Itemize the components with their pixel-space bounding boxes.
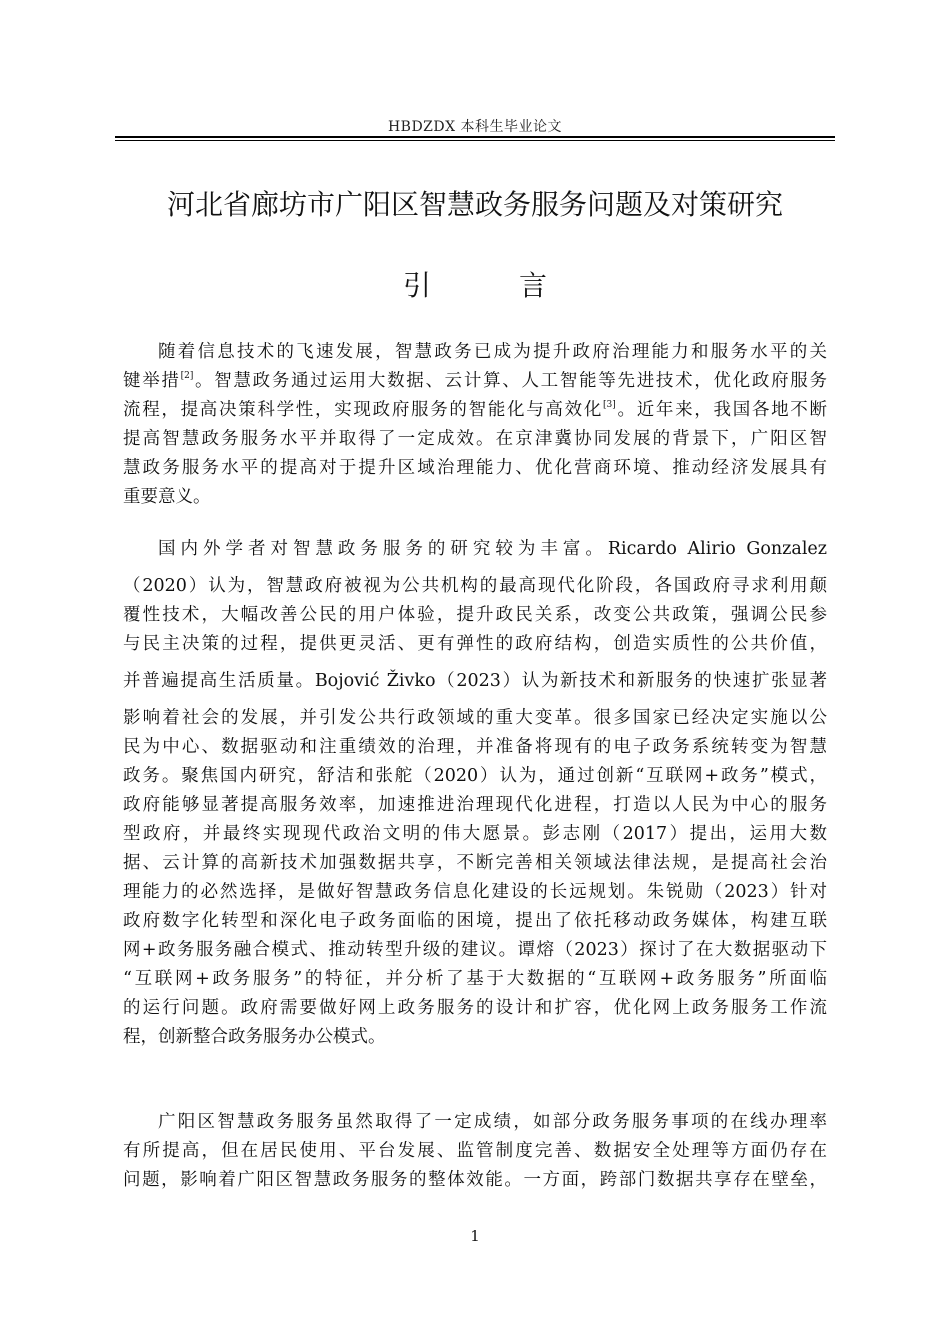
paragraph-line: 随着信息技术的飞速发展，智慧政务已成为提升政府治理能力和服务水平的关 bbox=[158, 342, 827, 362]
paragraph-line: “互联网+政务服务”的特征，并分析了基于大数据的“互联网+政务服务”所面临 bbox=[123, 969, 827, 989]
paragraph-line: 政府能够显著提高服务效率，加速推进治理现代化进程，打造以人民为中心的服务 bbox=[123, 795, 827, 815]
paragraph-1 bbox=[123, 338, 827, 512]
paragraph-line: 据、云计算的高新技术加强数据共享，不断完善相关领域法律法规，是提高社会治 bbox=[123, 853, 827, 873]
paragraph-3 bbox=[123, 1108, 827, 1195]
paragraph-line: 慧政务服务水平的提高对于提升区域治理能力、优化营商环境、推动经济发展具有 bbox=[123, 458, 827, 478]
section-heading: 引 言 bbox=[402, 269, 577, 302]
paragraph-line: （2020）认为，智慧政府被视为公共机构的最高现代化阶段，各国政府寻求利用颠 bbox=[123, 576, 827, 596]
paragraph-line: 并普遍提高生活质量。Bojović Živko（2023）认为新技术和新服务的快速扩张显著 bbox=[123, 671, 827, 691]
paragraph-line: 民为中心、数据驱动和注重绩效的治理，并准备将现有的电子政务系统转变为智慧 bbox=[123, 737, 827, 757]
page-number: 1 bbox=[470, 1227, 480, 1245]
paragraph-line: 网+政务服务融合模式、推动转型升级的建议。谭熔（2023）探讨了在大数据驱动下 bbox=[123, 940, 827, 960]
paragraph-line: 覆性技术，大幅改善公民的用户体验，提升政民关系，改变公共政策，强调公民参 bbox=[123, 605, 827, 625]
paragraph-line: 重要意义。 bbox=[123, 487, 211, 507]
paragraph-line: 影响着社会的发展，并引发公共行政领域的重大变革。很多国家已经决定实施以公 bbox=[123, 708, 827, 728]
paragraph-line: 流程，提高决策科学性，实现政府服务的智能化与高效化[3]。近年来，我国各地不断 bbox=[123, 400, 828, 420]
paragraph-line: 广阳区智慧政务服务虽然取得了一定成绩，如部分政务服务事项的在线办理率 bbox=[158, 1112, 827, 1132]
paragraph-line: 问题，影响着广阳区智慧政务服务的整体效能。一方面，跨部门数据共享存在壁垒， bbox=[123, 1170, 827, 1190]
thesis-title: 河北省廊坊市广阳区智慧政务服务问题及对策研究 bbox=[166, 188, 783, 221]
running-header: HBDZDX 本科生毕业论文 bbox=[387, 119, 563, 135]
paragraph-line: 型政府，并最终实现现代政治文明的伟大愿景。彭志刚（2017）提出，运用大数 bbox=[123, 824, 827, 844]
paragraph-2 bbox=[123, 535, 827, 1052]
paragraph-line: 政府数字化转型和深化电子政务面临的困境，提出了依托移动政务媒体，构建互联 bbox=[123, 911, 827, 931]
paragraph-line: 国内外学者对智慧政务服务的研究较为丰富。Ricardo Alirio Gonzalez bbox=[158, 539, 827, 559]
paragraph-line: 程，创新整合政务服务办公模式。 bbox=[123, 1027, 386, 1047]
paragraph-line: 提高智慧政务服务水平并取得了一定成效。在京津冀协同发展的背景下，广阳区智 bbox=[123, 429, 827, 449]
paragraph-line: 键举措[2]。智慧政务通过运用大数据、云计算、人工智能等先进技术，优化政府服务 bbox=[123, 371, 828, 391]
paragraph-line: 理能力的必然选择，是做好智慧政务信息化建设的长远规划。朱锐勋（2023）针对 bbox=[123, 882, 827, 902]
header-rule-thin bbox=[115, 140, 835, 141]
paragraph-line: 有所提高，但在居民使用、平台发展、监管制度完善、数据安全处理等方面仍存在 bbox=[123, 1141, 827, 1161]
citation-ref[interactable]: [2] bbox=[180, 371, 194, 381]
header-rule-thick bbox=[115, 136, 835, 138]
paragraph-line: 与民主决策的过程，提供更灵活、更有弹性的政府结构，创造实质性的公共价值， bbox=[123, 634, 827, 654]
paragraph-line: 的运行问题。政府需要做好网上政务服务的设计和扩容，优化网上政务服务工作流 bbox=[123, 998, 827, 1018]
citation-ref[interactable]: [3] bbox=[603, 400, 616, 410]
paragraph-line: 政务。聚焦国内研究，舒洁和张舵（2020）认为，通过创新“互联网+政务”模式， bbox=[123, 766, 827, 786]
